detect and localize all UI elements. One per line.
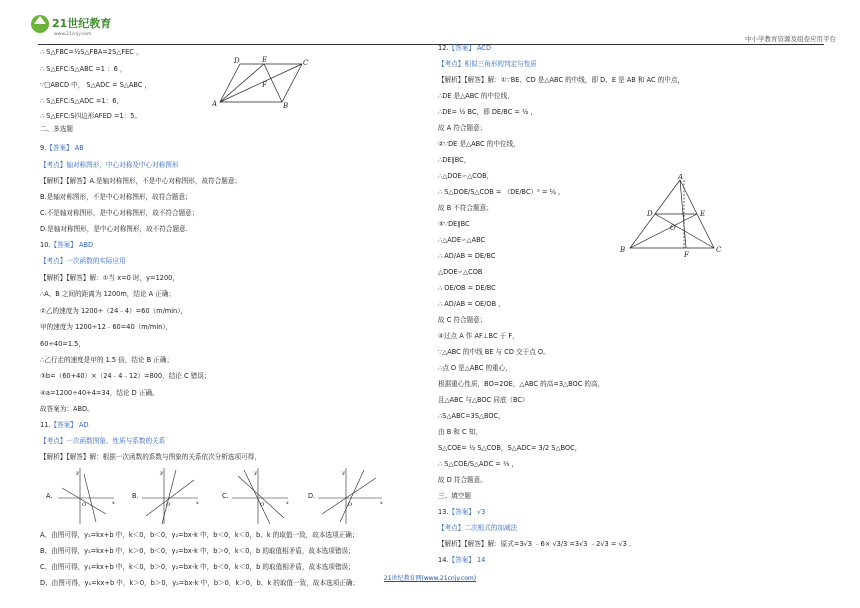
tri-label-f: F (684, 251, 689, 259)
q11-b: B、由图可得，y₁=kx+b 中，k＞0，b＜0，y₂=bx-k 中，b＞0，k＜0，b 的取值相矛盾，故本选项错误； (40, 547, 355, 555)
graph-a-label: A. (46, 492, 53, 500)
r-line-17: ∵△ABC 的中线 BE 与 CD 交于点 O。 (438, 348, 550, 356)
r-line-10: ∴△ADE∽△ABC (438, 236, 486, 244)
label-f: F (262, 81, 267, 89)
q9-kaodian: 【考点】轴对称图形，中心对称及中心对称图形 (40, 161, 179, 169)
tri-label-b: B (620, 246, 626, 254)
section-3-title: 三、填空题 (438, 492, 471, 500)
r-line-2: ∴DE= ½ BC，即 DE/BC = ½ ， (438, 108, 538, 116)
svg-text:O: O (166, 502, 171, 508)
r-line-20: 且△ABC 与△BOC 同底（BC） (438, 396, 529, 404)
header-right-text: 中小学教育资源及组卷应用平台 (745, 35, 836, 43)
parallelogram-figure (212, 56, 312, 111)
q14-answer: 14.【答案】 14 (438, 556, 486, 564)
r-line-5: ∴DE∥BC， (438, 156, 471, 164)
r-line-16: ④过点 A 作 AF⊥BC 于 F， (438, 332, 519, 340)
tri-label-o: O (670, 224, 676, 232)
q11-kaodian: 【考点】一次函数图象、性质与系数的关系 (40, 437, 166, 445)
q9-d: D.是轴对称图形，是中心对称图形，故不符合题意. (40, 225, 188, 233)
q9-answer: 9.【答案】 AB (40, 144, 84, 152)
q11-jiexi: 【解析】【解答】解：根据一次函数的系数与图象的关系依次分析选项可得， (40, 453, 261, 461)
r-line-18: ∴点 O 是△ABC 的重心， (438, 364, 512, 372)
r-line-3: 故 A 符合题意； (438, 124, 487, 132)
r-line-13: ∴ OE/OB = DE/BC (438, 284, 496, 292)
logo-graphic (28, 10, 138, 38)
graph-d (316, 466, 386, 526)
label-b: B (283, 102, 289, 110)
svg-text:x: x (286, 500, 289, 506)
q9-c: C.不是轴对称图形，是中心对称图形，故不符合题意； (40, 209, 199, 217)
left-line-3: ∵□ABCD 中， S△ADC = S△ABC ， (40, 81, 152, 89)
q9-jiexi: 【解析】【解答】A.是轴对称图形，不是中心对称图形，故符合题意； (40, 177, 242, 185)
q13-answer: 13.【答案】 √3 (438, 508, 486, 516)
logo-text: 21世纪教育 (52, 17, 112, 30)
r-line-6: ∴△DOE∽△COB， (438, 172, 494, 180)
header-divider (38, 44, 824, 45)
graph-d-label: D. (308, 492, 316, 500)
svg-text:O: O (82, 502, 87, 508)
r-line-25: 故 D 符合题意。 (438, 476, 487, 484)
left-line-2: ∴ S△EFC:S△ABC =1 ：6 ， (40, 65, 127, 73)
q10-jiexi: 【解析】【解答】解：①当 x=0 时，y=1200， (40, 274, 179, 282)
svg-text:O: O (260, 502, 265, 508)
q10-b2: 甲的速度为 1200÷12﹣60=40（m/min）， (40, 323, 173, 331)
graph-c-label: C. (222, 492, 229, 500)
r-line-9: ③∵DE∥BC (438, 220, 470, 228)
q12-answer: 12.【答案】 ACD (438, 44, 492, 52)
q13-jiexi: 【解析】【解答】解：原式=3√3 ﹣6× √3/3 =3√3 ﹣2√3 = √3 . (438, 540, 632, 548)
graph-b (140, 466, 202, 526)
q10-d: ④a=1200÷40+4=34，结论 D 正确。 (40, 389, 159, 397)
triangle-figure (618, 174, 738, 260)
left-line-4: ∴ S△EFC:S△ADC =1：6， (40, 97, 123, 105)
r-line-11: ∴ AD/AB = DE/BC (438, 252, 496, 260)
q9-b: B.是轴对称图形，不是中心对称图形，故符合题意； (40, 193, 192, 201)
q12-kaodian: 【考点】相似三角形的判定与性质 (438, 60, 537, 68)
r-line-15: 故 C 符合题意； (438, 316, 487, 324)
tri-label-d: D (647, 210, 653, 218)
q11-answer: 11.【答案】 AD (40, 421, 89, 429)
tri-label-a: A (678, 174, 684, 181)
q10-end: 故答案为：ABD。 (40, 405, 94, 413)
function-graphs (40, 466, 420, 528)
graph-c (230, 466, 292, 526)
label-e: E (262, 56, 268, 64)
svg-text:y: y (76, 470, 79, 476)
q11-a: A、由图可得，y₁=kx+b 中，k＜0，b＜0，y₂=bx-k 中，b＜0，k＜0，b、k 的取值一致，故本选项正确； (40, 531, 359, 539)
r-line-8: 故 B 不符合题意； (438, 204, 493, 212)
r-line-24: ∴ S△COE/S△ADC = ⅓ ， (438, 460, 518, 468)
graph-a (56, 466, 118, 526)
svg-text:y: y (160, 470, 163, 476)
r-line-1: ∴DE 是△ABC 的中位线， (438, 92, 514, 100)
svg-text:y: y (254, 470, 257, 476)
q10-b3: 60÷40=1.5， (40, 340, 85, 348)
q12-jiexi: 【解析】【解答】解：①∵BE、CD 是△ABC 的中线，即 D、E 是 AB 和 AC 的中点， (438, 76, 685, 84)
label-d: D (234, 57, 240, 65)
svg-text:x: x (380, 500, 383, 506)
q11-d: D、由图可得，y₁=kx+b 中，k＞0，b＞0，y₂=bx-k 中，b＞0，k＞0，b、k 的取值一致，故本选项正确； (40, 579, 360, 587)
q10-b4: ∴乙行走的速度是甲的 1.5 倍，结论 B 正确； (40, 356, 174, 364)
q10-kaodian: 【考点】一次函数的实际应用 (40, 257, 126, 265)
q10-a: ∴A、B 之间的距离为 1200m，结论 A 正确； (40, 290, 176, 298)
svg-text:O: O (348, 502, 353, 508)
tri-label-c: C (716, 246, 722, 254)
q10-b1: ②乙的速度为 1200÷（24﹣4）=60（m/min）， (40, 307, 188, 315)
svg-text:x: x (196, 500, 199, 506)
r-line-19: 根据重心性质，BO=2OE，△ABC 的高=3△BOC 的高， (438, 380, 605, 388)
label-a: A (212, 100, 218, 108)
tri-label-e: E (700, 210, 706, 218)
label-c: C (303, 59, 309, 67)
logo (28, 10, 138, 38)
q13-kaodian: 【考点】二次根式的加减法 (438, 524, 518, 532)
r-line-21: ∴S△ABC=3S△BOC， (438, 412, 505, 420)
left-line-5: ∴ S△EFC:S四边形AFED =1：5。 (40, 112, 142, 120)
q10-c: ③b=（60+40）×（24﹣4﹣12）=800，结论 C 错误； (40, 372, 211, 380)
q11-c: C、由图可得，y₁=kx+b 中，k＜0，b＞0，y₂=bx-k 中，b＜0，k＜0，b 的取值相矛盾，故本选项错误； (40, 563, 355, 571)
r-line-22: 由 B 和 C 知， (438, 428, 482, 436)
r-line-12: △DOE∽△COB (438, 268, 483, 276)
section-2-title: 二、多选题 (40, 125, 73, 133)
r-line-7: ∴ S△DOE/S△COB = （DE/BC）² = ¼ ， (438, 188, 565, 196)
left-line-1: ∴ S△FBC=½S△FBA=2S△FEC ， (40, 48, 143, 56)
r-line-23: S△COE= ½ S△COB，S△ADC= 3/2 S△BOC， (438, 444, 582, 452)
r-line-14: ∴ AD/AB = OE/OB ， (438, 300, 505, 308)
svg-text:x: x (112, 500, 115, 506)
graph-b-label: B. (132, 492, 139, 500)
footer-link[interactable]: 21世纪教育网(www.21cnjy.com) (383, 575, 477, 582)
svg-text:y: y (342, 470, 345, 476)
q10-answer: 10.【答案】 ABD (40, 241, 94, 249)
r-line-4: ②∵DE 是△ABC 的中位线， (438, 140, 520, 148)
logo-sub: www.21cnjy.com (54, 32, 92, 37)
